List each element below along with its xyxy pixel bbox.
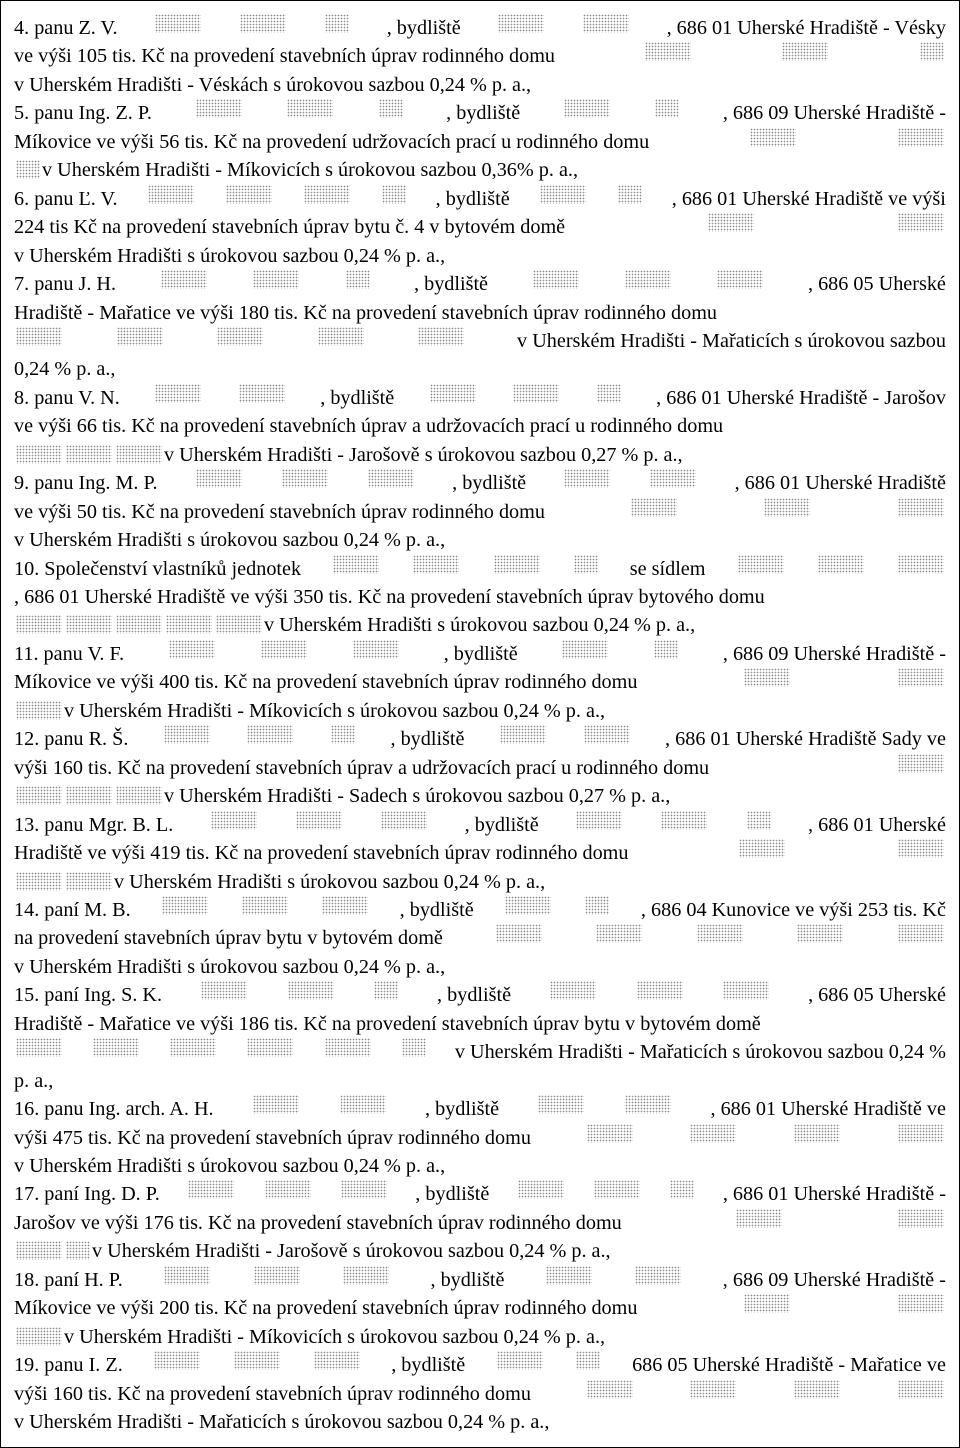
redaction-block xyxy=(744,668,790,687)
text-segment: Míkovice ve výši 200 tis. Kč na provedení stavebních úprav rodinného domu xyxy=(14,1297,638,1320)
text-segment: výši 160 tis. Kč na provedení stavebních úprav a udržovacích prací u rodinného domu xyxy=(14,756,710,779)
redaction-block xyxy=(497,1351,543,1370)
redaction-block xyxy=(533,270,579,289)
text-line xyxy=(14,71,946,99)
redaction-block xyxy=(381,811,427,830)
text-line xyxy=(14,42,946,70)
text-segment: , bydliště xyxy=(435,187,510,210)
redaction-block xyxy=(240,14,286,33)
text-segment: Jarošov ve výši 176 tis. Kč na provedení stavebních úprav rodinného domu xyxy=(14,1211,622,1234)
redaction-block xyxy=(744,1294,790,1313)
redaction-block xyxy=(93,1038,139,1057)
text-segment: , bydliště xyxy=(464,813,539,836)
text-line xyxy=(14,14,946,42)
redaction-block xyxy=(325,14,349,33)
text-segment: na provedení stavebních úprav bytu v bytovém domě xyxy=(14,927,443,950)
text-segment: ve výši 105 tis. Kč na provedení stavebních úprav rodinného domu xyxy=(14,45,556,68)
redaction-block xyxy=(374,981,398,1000)
redaction-block xyxy=(505,896,551,915)
text-segment: , 686 09 Uherské Hradiště - xyxy=(722,642,946,665)
redaction-block xyxy=(583,14,629,33)
text-segment: , 686 04 Kunovice ve výši 253 tis. Kč xyxy=(640,898,946,921)
text-segment: , bydliště xyxy=(386,17,461,39)
text-line xyxy=(14,1038,946,1066)
redaction-block xyxy=(584,725,630,744)
redaction-block xyxy=(314,1351,360,1370)
text-segment: v Uherském Hradišti - Jarošově s úrokovou sazbou 0,24 % p. a., xyxy=(92,1240,611,1263)
redaction-block xyxy=(325,1038,371,1057)
text-segment: , bydliště xyxy=(443,642,518,665)
redaction-block xyxy=(898,1294,944,1313)
text-segment: Míkovice ve výši 56 tis. Kč na provedení udržovacích prací u rodinného domu xyxy=(14,130,650,153)
text-line xyxy=(14,725,946,753)
text-segment: 4. panu Z. V. xyxy=(14,17,118,39)
text-segment: , 686 01 Uherské Hradiště ve výši xyxy=(671,187,946,210)
redaction-block xyxy=(66,872,112,891)
text-line xyxy=(14,555,946,583)
text-line xyxy=(14,1237,946,1265)
redaction-block xyxy=(253,270,299,289)
text-segment: , 686 01 Uherské Hradiště - Jarošov xyxy=(656,386,946,409)
text-line xyxy=(14,896,946,924)
redaction-block xyxy=(650,469,696,488)
text-line xyxy=(14,981,946,1009)
text-segment: ve výši 66 tis. Kč na provedení stavebních úprav a udržovacích prací u rodinného domu xyxy=(14,415,724,438)
text-line xyxy=(14,1152,946,1180)
redaction-block xyxy=(708,213,754,232)
text-line xyxy=(14,498,946,526)
redaction-block xyxy=(747,811,771,830)
redaction-block xyxy=(618,185,642,204)
redaction-block xyxy=(265,1180,311,1199)
redaction-block xyxy=(16,786,62,805)
redaction-block xyxy=(16,445,62,464)
redaction-block xyxy=(155,14,201,33)
text-segment: v Uherském Hradišti - Mařaticích s úrokovou sazbou 0,24 % p. a., xyxy=(14,1411,550,1434)
redaction-block xyxy=(898,1209,944,1228)
text-segment: 0,24 % p. a., xyxy=(14,358,116,381)
redaction-block xyxy=(16,1241,62,1260)
redaction-block xyxy=(574,555,598,574)
redaction-block xyxy=(625,1095,671,1114)
text-line xyxy=(14,782,946,810)
redaction-block xyxy=(296,811,342,830)
redaction-block xyxy=(594,1180,640,1199)
text-segment: , bydliště xyxy=(414,273,489,296)
text-line xyxy=(14,185,946,213)
text-segment: 13. panu Mgr. B. L. xyxy=(14,813,174,836)
text-line xyxy=(14,1124,946,1152)
text-segment: Míkovice ve výši 400 tis. Kč na provedení stavebních úprav rodinného domu xyxy=(14,671,638,694)
text-line xyxy=(14,99,946,127)
text-segment: v Uherském Hradišti - Véskách s úrokovou sazbou 0,24 % p. a., xyxy=(14,73,532,96)
redaction-block xyxy=(169,640,215,659)
redaction-block xyxy=(538,1095,584,1114)
text-segment: se sídlem xyxy=(629,557,706,580)
redaction-block xyxy=(242,896,288,915)
redaction-block xyxy=(920,42,944,61)
text-segment: v Uherském Hradišti s úrokovou sazbou 0,24 % p. a., xyxy=(14,529,446,552)
redaction-block xyxy=(161,270,207,289)
redaction-block xyxy=(717,270,763,289)
redaction-block xyxy=(587,1380,633,1399)
text-line xyxy=(14,412,946,440)
redaction-block xyxy=(631,498,677,517)
redaction-block xyxy=(304,185,350,204)
redaction-block xyxy=(494,555,540,574)
redaction-block xyxy=(690,1124,736,1143)
text-segment: , bydliště xyxy=(415,1183,490,1206)
text-segment: , 686 05 Uherské xyxy=(808,984,946,1007)
text-line xyxy=(14,156,946,184)
text-segment: výši 475 tis. Kč na provedení stavebních úprav rodinného domu xyxy=(14,1126,531,1149)
text-line xyxy=(14,213,946,241)
redaction-block xyxy=(287,99,333,118)
redaction-block xyxy=(282,469,328,488)
text-segment: , 686 09 Uherské Hradiště - xyxy=(722,102,946,125)
redaction-block xyxy=(413,555,459,574)
redaction-block xyxy=(234,1351,280,1370)
text-segment: , bydliště xyxy=(399,898,474,921)
text-segment: 12. panu R. Š. xyxy=(14,728,129,751)
redaction-block xyxy=(188,1180,234,1199)
text-line xyxy=(14,1266,946,1294)
redaction-block xyxy=(196,469,242,488)
text-line xyxy=(14,1351,946,1379)
text-segment: Hradiště - Mařatice ve výši 186 tis. Kč na provedení stavebních úprav bytu v bytovém domě xyxy=(14,1012,761,1035)
text-segment: v Uherském Hradišti s úrokovou sazbou 0,24 % p. a., xyxy=(14,1155,446,1177)
text-segment: 18. paní H. P. xyxy=(14,1268,123,1291)
redaction-block xyxy=(736,1209,782,1228)
text-line xyxy=(14,526,946,554)
redaction-block xyxy=(382,185,406,204)
redaction-block xyxy=(750,128,796,147)
redaction-block xyxy=(66,1241,90,1260)
redaction-block xyxy=(898,754,944,773)
redaction-block xyxy=(654,640,678,659)
text-line xyxy=(14,611,946,639)
text-segment: v Uherském Hradišti s úrokovou sazbou 0,24 % p. a., xyxy=(114,870,546,893)
redaction-block xyxy=(430,384,476,403)
redaction-block xyxy=(782,42,828,61)
redaction-block xyxy=(164,725,210,744)
text-segment: v Uherském Hradišti s úrokovou sazbou 0,24 % p. a., xyxy=(14,244,446,267)
redaction-block xyxy=(66,615,112,634)
redaction-block xyxy=(239,384,285,403)
text-line xyxy=(14,1095,946,1123)
text-line xyxy=(14,1067,946,1095)
redaction-block xyxy=(170,1038,216,1057)
text-segment: 5. panu Ing. Z. P. xyxy=(14,102,152,125)
text-segment: 6. panu Ľ. V. xyxy=(14,187,118,210)
redaction-block xyxy=(898,555,944,574)
text-line xyxy=(14,697,946,725)
text-segment: , bydliště xyxy=(425,1098,500,1121)
redaction-block xyxy=(333,555,379,574)
text-line xyxy=(14,868,946,896)
redaction-block xyxy=(764,498,810,517)
text-segment: Hradiště ve výši 419 tis. Kč na provedení stavebních úprav rodinného domu xyxy=(14,842,629,865)
text-segment: v Uherském Hradišti s úrokovou sazbou 0,24 % p. a., xyxy=(14,955,446,978)
redaction-block xyxy=(546,1266,592,1285)
text-segment: Hradiště - Mařatice ve výši 180 tis. Kč na provedení stavebních úprav rodinného domu xyxy=(14,301,718,324)
redaction-block xyxy=(16,160,40,179)
redaction-block xyxy=(562,640,608,659)
redaction-block xyxy=(550,981,596,1000)
text-line xyxy=(14,754,946,782)
redaction-block xyxy=(16,1038,62,1057)
text-segment: v Uherském Hradišti - Sadech s úrokovou sazbou 0,27 % p. a., xyxy=(164,785,671,808)
text-line xyxy=(14,384,946,412)
text-line xyxy=(14,1380,946,1408)
text-line xyxy=(14,668,946,696)
redaction-block xyxy=(898,213,944,232)
redaction-block xyxy=(318,327,364,346)
redaction-block xyxy=(898,668,944,687)
redaction-block xyxy=(343,1266,389,1285)
text-segment: , bydliště xyxy=(437,984,512,1007)
redaction-block xyxy=(738,555,784,574)
redaction-block xyxy=(645,42,691,61)
redaction-block xyxy=(116,615,162,634)
redaction-block xyxy=(154,1351,200,1370)
redaction-block xyxy=(794,1380,840,1399)
text-segment: , 686 01 Uherské xyxy=(808,813,946,836)
redaction-block xyxy=(196,99,242,118)
redaction-block xyxy=(576,811,622,830)
redaction-block xyxy=(564,469,610,488)
text-segment: p. a., xyxy=(14,1069,54,1092)
text-segment: , 686 01 Uherské Hradiště xyxy=(734,472,946,495)
text-line xyxy=(14,839,946,867)
text-line xyxy=(14,441,946,469)
redaction-block xyxy=(116,445,162,464)
text-segment: , 686 01 Uherské Hradiště ve xyxy=(710,1098,946,1121)
redaction-block xyxy=(596,924,642,943)
redaction-block xyxy=(261,640,307,659)
redaction-block xyxy=(341,1180,387,1199)
text-line xyxy=(14,1408,946,1436)
redaction-block xyxy=(418,327,464,346)
redaction-block xyxy=(670,1180,694,1199)
text-segment: , 686 01 Uherské Hradiště - Vésky xyxy=(666,17,946,39)
redaction-block xyxy=(655,99,679,118)
text-line xyxy=(14,327,946,355)
redaction-block xyxy=(379,99,403,118)
redaction-block xyxy=(254,1266,300,1285)
redaction-block xyxy=(564,99,610,118)
redaction-block xyxy=(585,896,609,915)
redaction-block xyxy=(587,1124,633,1143)
text-line xyxy=(14,1323,946,1351)
text-segment: , 686 05 Uherské xyxy=(807,273,946,296)
redaction-block xyxy=(625,270,671,289)
redaction-block xyxy=(723,981,769,1000)
redaction-block xyxy=(661,811,707,830)
redaction-block xyxy=(166,615,212,634)
text-segment: v Uherském Hradišti - Mařaticích s úrokovou sazbou xyxy=(517,329,946,352)
redaction-block xyxy=(288,981,334,1000)
redaction-block xyxy=(155,384,201,403)
text-segment: , 686 01 Uherské Hradiště - xyxy=(722,1183,946,1206)
redaction-block xyxy=(116,786,162,805)
redaction-block xyxy=(540,185,586,204)
text-line xyxy=(14,953,946,981)
redaction-block xyxy=(16,701,62,720)
text-segment: 224 tis Kč na provedení stavebních úprav bytu č. 4 v bytovém domě xyxy=(14,216,566,239)
redaction-block xyxy=(635,1266,681,1285)
text-segment: , bydliště xyxy=(391,1354,466,1377)
text-segment: , bydliště xyxy=(452,472,527,495)
redaction-block xyxy=(247,725,293,744)
text-segment: 9. panu Ing. M. P. xyxy=(14,472,158,495)
text-segment: v Uherském Hradišti - Míkovicích s úrokovou sazbou 0,24 % p. a., xyxy=(64,699,606,722)
redaction-block xyxy=(794,1124,840,1143)
text-segment: 10. Společenství vlastníků jednotek xyxy=(14,557,302,580)
redaction-block xyxy=(898,839,944,858)
redaction-block xyxy=(16,1327,62,1346)
redaction-block xyxy=(162,896,208,915)
text-segment: 16. panu Ing. arch. A. H. xyxy=(14,1098,214,1121)
text-line xyxy=(14,299,946,327)
text-segment: v Uherském Hradišti - Míkovicích s úrokovou sazbou 0,36% p. a., xyxy=(42,159,578,182)
redaction-block xyxy=(898,924,944,943)
text-line xyxy=(14,1010,946,1038)
redaction-block xyxy=(898,128,944,147)
redaction-block xyxy=(340,1095,386,1114)
text-line xyxy=(14,270,946,298)
redaction-block xyxy=(402,1038,426,1057)
redaction-block xyxy=(16,615,62,634)
redaction-block xyxy=(368,469,414,488)
redaction-block xyxy=(518,1180,564,1199)
redaction-block xyxy=(16,872,62,891)
text-segment: 686 05 Uherské Hradiště - Mařatice ve xyxy=(632,1354,946,1377)
text-segment: 7. panu J. H. xyxy=(14,273,117,296)
text-line xyxy=(14,1180,946,1208)
redaction-block xyxy=(322,896,368,915)
text-segment: 15. paní Ing. S. K. xyxy=(14,984,163,1007)
redaction-block xyxy=(739,839,785,858)
redaction-block xyxy=(697,924,743,943)
text-segment: , 686 01 Uherské Hradiště ve výši 350 tis. Kč na provedení stavebních úprav bytového domu xyxy=(14,586,765,608)
text-line xyxy=(14,242,946,270)
redaction-block xyxy=(597,384,621,403)
redaction-block xyxy=(211,811,257,830)
text-segment: v Uherském Hradišti - Mařaticích s úrokovou sazbou 0,24 % xyxy=(454,1041,946,1064)
text-segment: , bydliště xyxy=(430,1268,505,1291)
redaction-block xyxy=(498,14,544,33)
redaction-block xyxy=(637,981,683,1000)
text-segment: ve výši 50 tis. Kč na provedení stavebních úprav rodinného domu xyxy=(14,500,545,523)
redaction-block xyxy=(201,981,247,1000)
text-segment: 11. panu V. F. xyxy=(14,642,125,665)
text-segment: 19. panu I. Z. xyxy=(14,1354,123,1377)
text-segment: , bydliště xyxy=(320,386,395,409)
text-line xyxy=(14,640,946,668)
text-segment: výši 160 tis. Kč na provedení stavebních úprav rodinného domu xyxy=(14,1382,531,1405)
text-segment: , bydliště xyxy=(446,102,521,125)
text-line xyxy=(14,355,946,383)
text-line xyxy=(14,924,946,952)
redaction-block xyxy=(217,327,263,346)
text-line xyxy=(14,583,946,611)
redaction-block xyxy=(496,924,542,943)
redaction-block xyxy=(164,1266,210,1285)
text-segment: 14. paní M. B. xyxy=(14,898,131,921)
text-line xyxy=(14,469,946,497)
text-line xyxy=(14,1209,946,1237)
redaction-block xyxy=(576,1351,600,1370)
redaction-block xyxy=(331,725,355,744)
redaction-block xyxy=(216,615,262,634)
redaction-block xyxy=(16,327,62,346)
redaction-block xyxy=(66,445,112,464)
redaction-block xyxy=(797,924,843,943)
redaction-block xyxy=(513,384,559,403)
redaction-block xyxy=(898,498,944,517)
text-segment: 8. panu V. N. xyxy=(14,386,120,409)
text-line xyxy=(14,1294,946,1322)
text-segment: , 686 09 Uherské Hradiště - xyxy=(722,1268,946,1291)
redaction-block xyxy=(66,786,112,805)
text-segment: , 686 01 Uherské Hradiště Sady ve xyxy=(665,728,946,751)
redaction-block xyxy=(148,185,194,204)
redaction-block xyxy=(247,1038,293,1057)
redaction-block xyxy=(117,327,163,346)
text-segment: 17. paní Ing. D. P. xyxy=(14,1183,160,1206)
redaction-block xyxy=(818,555,864,574)
text-segment: v Uherském Hradišti - Jarošově s úrokovou sazbou 0,27 % p. a., xyxy=(164,443,683,466)
text-line xyxy=(14,811,946,839)
redaction-block xyxy=(353,640,399,659)
text-line xyxy=(14,128,946,156)
redaction-block xyxy=(690,1380,736,1399)
redaction-block xyxy=(898,1380,944,1399)
redaction-block xyxy=(898,1124,944,1143)
redaction-block xyxy=(346,270,370,289)
text-segment: , bydliště xyxy=(390,728,465,751)
text-segment: v Uherském Hradišti s úrokovou sazbou 0,24 % p. a., xyxy=(264,614,696,637)
redaction-block xyxy=(226,185,272,204)
text-segment: v Uherském Hradišti - Míkovicích s úrokovou sazbou 0,24 % p. a., xyxy=(64,1325,606,1348)
redaction-block xyxy=(253,1095,299,1114)
redaction-block xyxy=(500,725,546,744)
